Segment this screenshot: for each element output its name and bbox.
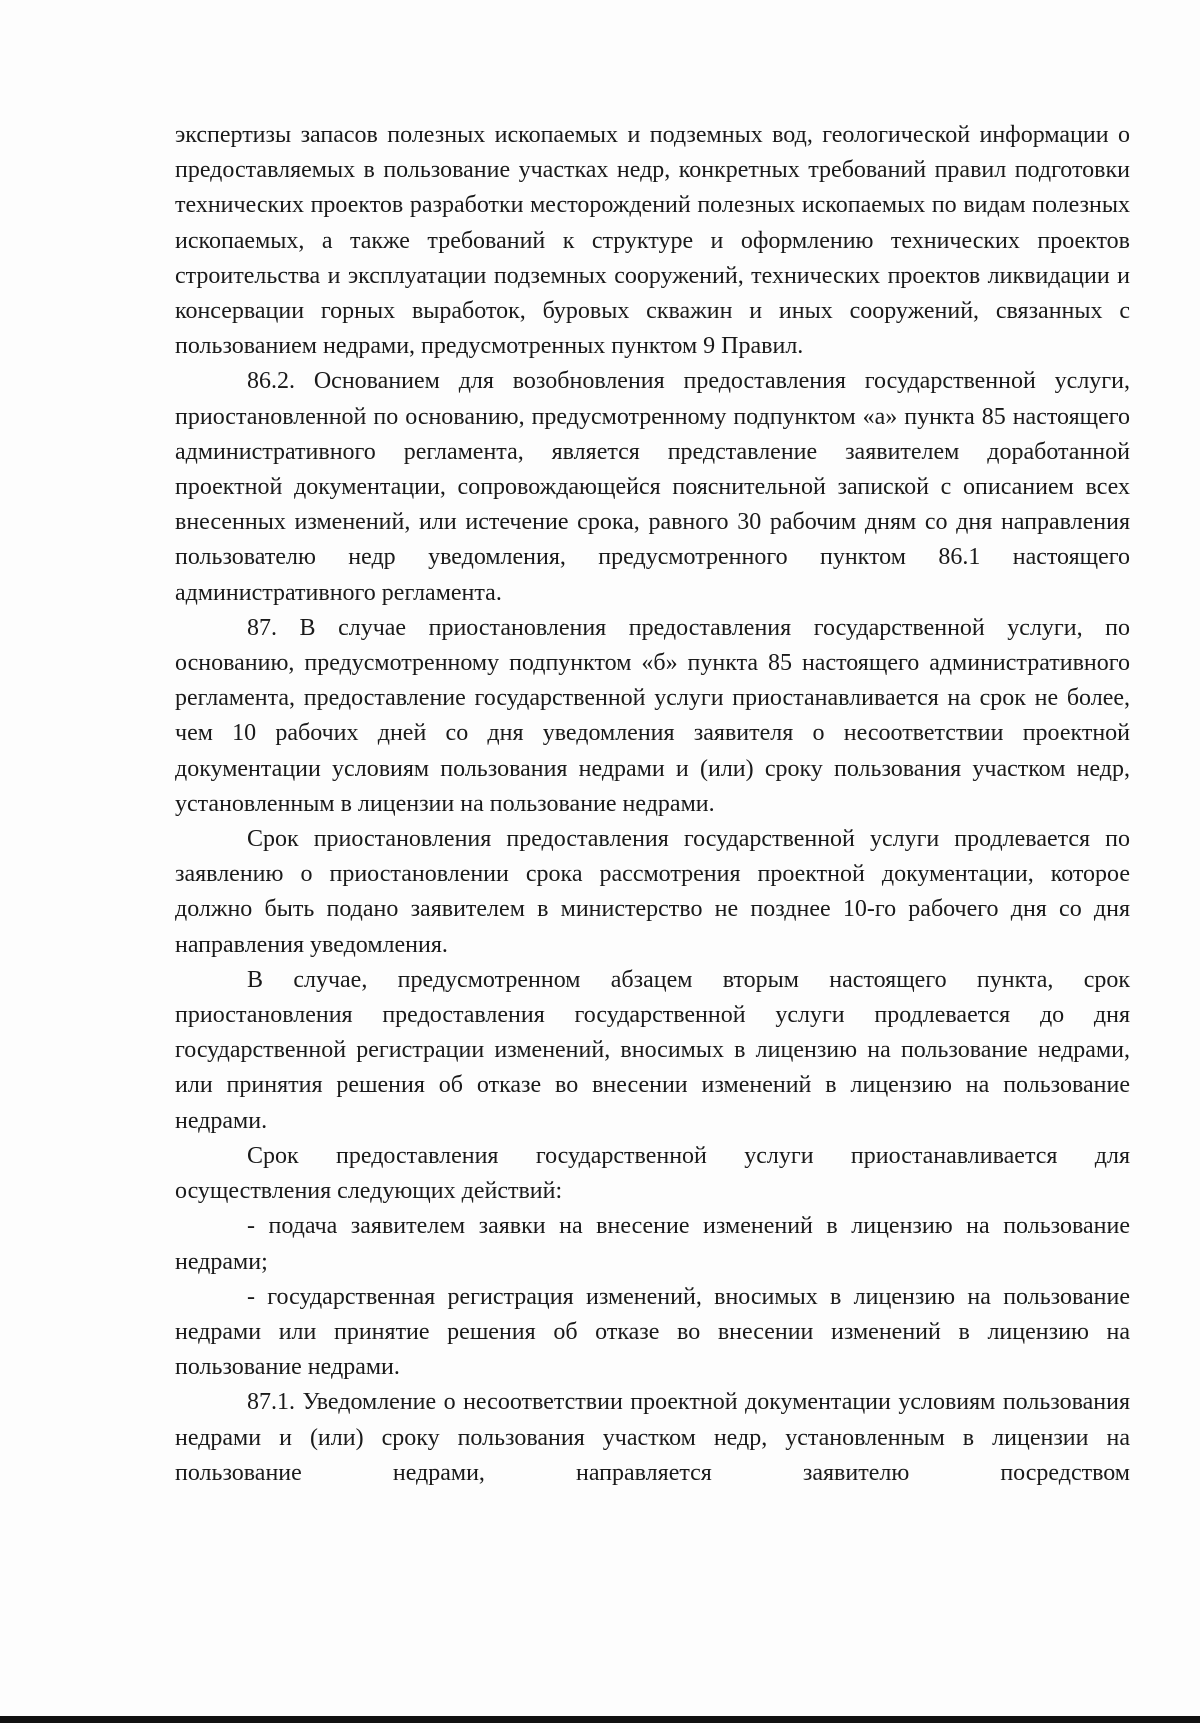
paragraph-87: 87. В случае приостановления предоставления государственной услуги, по основанию, предусмотренному подпунктом «б» пункта 85 настоящего административного регламента, предоставление государственной услуги приостанавливается на срок не более, чем 10 рабочих дней со дня уведомления заявителя о несоответствии проектной документации условиям пользования недрами и (или) сроку пользования участком недр, установленным в лицензии на пользование недрами.	[175, 614, 1130, 817]
paragraph-suspension-extension: Срок приостановления предоставления государственной услуги продлевается по заявлению о приостановлении срока рассмотрения проектной документации, которое должно быть подано заявителем в министерство не позднее 10-го рабочего дня со дня направления уведомления.	[175, 826, 1130, 958]
list-item-registration: - государственная регистрация изменений, вносимых в лицензию на пользование недрами или принятие решения об отказе во внесении изменений в лицензию на пользование недрами.	[175, 1283, 1130, 1381]
paragraph-87-1: 87.1. Уведомление о несоответствии проектной документации условиям пользования недрами и (или) сроку пользования участком недр, установленным в лицензии на пользование недрами, направляется заявителю посредством	[175, 1389, 1130, 1486]
document-body	[175, 118, 1130, 1491]
paragraph-case-second-abzac: В случае, предусмотренном абзацем вторым настоящего пункта, срок приостановления предоставления государственной услуги продлевается до дня государственной регистрации изменений, вносимых в лицензию на пользование недрами, или принятия решения об отказе во внесении изменений в лицензию на пользование недрами.	[175, 966, 1130, 1134]
paragraph-86-2: 86.2. Основанием для возобновления предоставления государственной услуги, приостановленной по основанию, предусмотренному подпунктом «а» пункта 85 настоящего административного регламента, является представление заявителем доработанной проектной документации, сопровождающейся пояснительной запиской с описанием всех внесенных изменений, или истечение срока, равного 30 рабочим дням со дня направления пользователю недр уведомления, предусмотренного пунктом 86.1 настоящего административного регламента.	[175, 368, 1130, 606]
list-item-application: - подача заявителем заявки на внесение изменений в лицензию на пользование недрами;	[175, 1213, 1130, 1275]
paragraph-continuation: экспертизы запасов полезных ископаемых и подземных вод, геологической информации о предоставляемых в пользование участках недр, конкретных требований правил подготовки технических проектов разработки месторождений полезных ископаемых по видам полезных ископаемых, а также требований к структуре и оформлению технических проектов строительства и эксплуатации подземных сооружений, технических проектов ликвидации и консервации горных выработок, буровых скважин и иных сооружений, связанных с пользованием недрами, предусмотренных пунктом 9 Правил.	[175, 122, 1130, 360]
paragraph-suspension-actions: Срок предоставления государственной услуги приостанавливается для осуществления следующих действий:	[175, 1142, 1130, 1205]
bottom-scan-border	[0, 1716, 1200, 1723]
